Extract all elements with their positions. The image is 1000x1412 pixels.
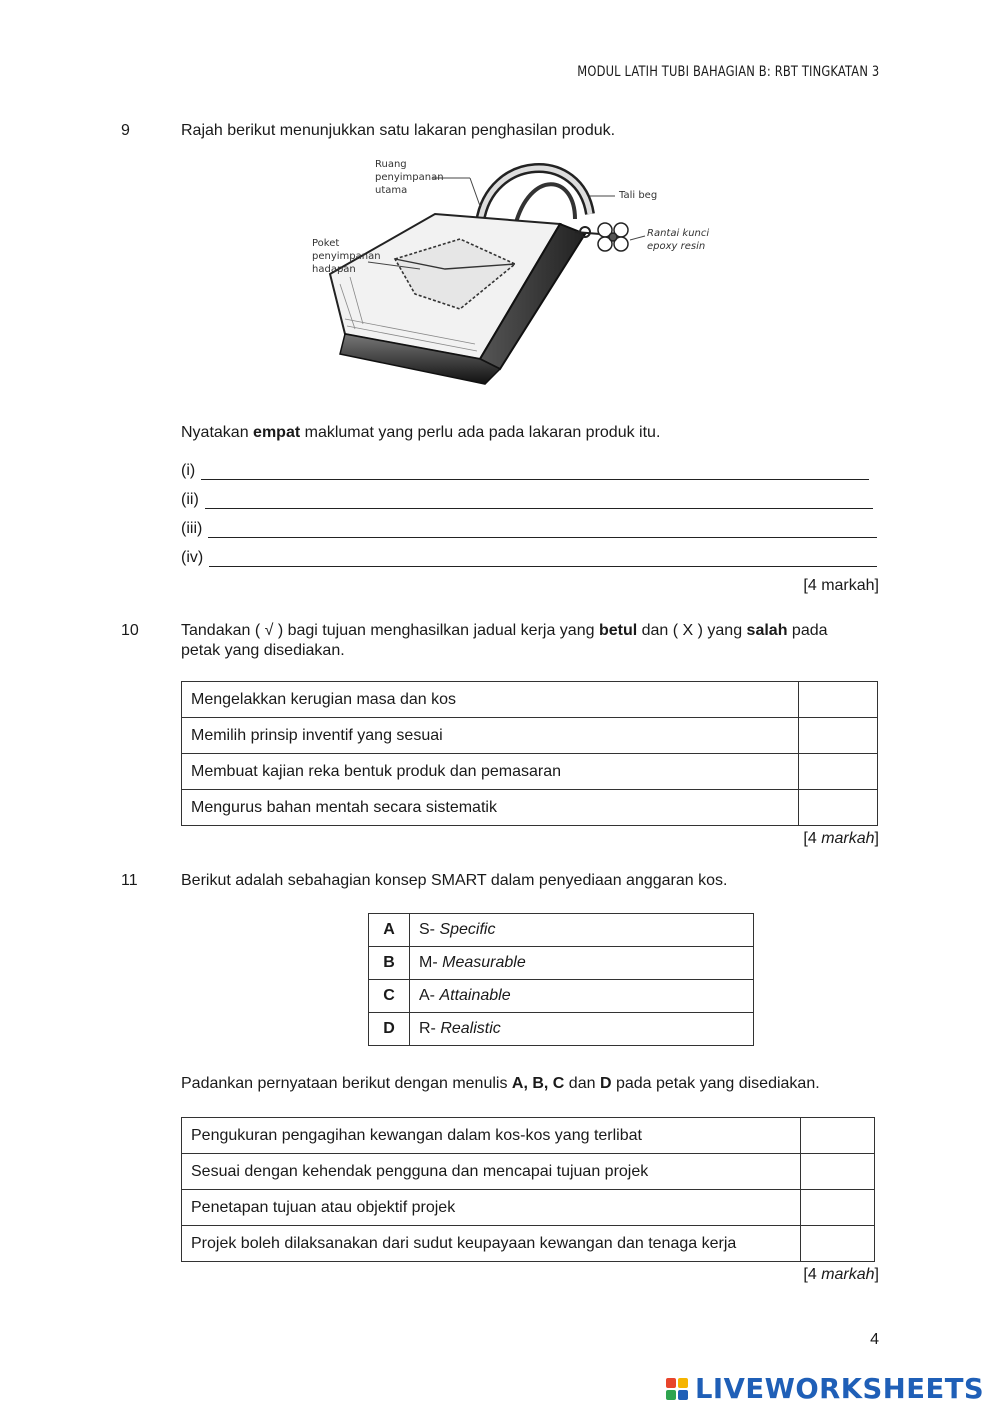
question-10-line-2: petak yang disediakan.	[181, 642, 345, 659]
logo-square-green	[666, 1390, 676, 1400]
label-poket-penyimpanan	[312, 237, 381, 276]
instruction-emphasis: empat	[253, 424, 301, 441]
answer-rule[interactable]	[209, 552, 877, 567]
smart-term: Realistic	[440, 1020, 501, 1037]
q10-text-part: dan ( X ) yang	[637, 622, 747, 639]
table-row	[182, 790, 878, 826]
q10-bold-salah: salah	[746, 622, 788, 639]
table-row	[369, 1013, 754, 1046]
question-9-instruction	[181, 423, 660, 443]
marks-close: ]	[874, 1266, 879, 1283]
logo-square-red	[666, 1378, 676, 1388]
question-11-intro: Berikut adalah sebahagian konsep SMART dalam penyediaan anggaran kos.	[181, 872, 728, 889]
page-header-title: MODUL LATIH TUBI BAHAGIAN B: RBT TINGKATAN 3	[576, 64, 879, 80]
smart-prefix: M-	[419, 954, 443, 971]
answer-box[interactable]	[799, 718, 878, 754]
answer-box[interactable]	[799, 754, 878, 790]
question-9-marks: [4 markah]	[803, 577, 879, 594]
question-11-marks	[803, 1266, 879, 1284]
label-rantai-kunci	[647, 227, 709, 253]
question-10-number: 10	[121, 622, 139, 639]
table-cell-statement: Projek boleh dilaksanakan dari sudut keupayaan kewangan dan tenaga kerja	[182, 1226, 801, 1262]
question-11-instruction	[181, 1074, 820, 1094]
label-poket-line-3: hadapan	[312, 264, 356, 275]
smart-prefix: S-	[419, 921, 440, 938]
q11-text-part: pada petak yang disediakan.	[611, 1075, 820, 1092]
q11-bold-abc: A, B, C	[511, 1075, 565, 1092]
answer-rule[interactable]	[205, 494, 873, 509]
bag-sketch-figure	[285, 144, 715, 419]
liveworksheets-logo[interactable]	[666, 1372, 987, 1405]
label-ruang-line-2: penyimpanan	[375, 172, 444, 183]
logo-square-blue	[678, 1390, 688, 1400]
question-11-number: 11	[121, 872, 138, 889]
smart-term: Attainable	[439, 987, 511, 1004]
label-ruang-line-3: utama	[375, 185, 408, 196]
marks-close: ]	[874, 830, 879, 847]
instruction-text-end: maklumat yang perlu ada pada lakaran produk itu.	[300, 424, 661, 441]
smart-concept-table	[368, 913, 754, 1046]
smart-term-cell	[410, 1013, 754, 1046]
table-cell-statement: Membuat kajian reka bentuk produk dan pemasaran	[182, 754, 799, 790]
answer-label: (i)	[181, 462, 196, 479]
table-row	[182, 754, 878, 790]
label-rantai-line-2: epoxy resin	[647, 241, 706, 252]
table-cell-statement: Penetapan tujuan atau objektif projek	[182, 1190, 801, 1226]
answer-line-i[interactable]	[181, 462, 869, 480]
marks-open: [4	[803, 1266, 822, 1283]
table-row	[182, 718, 878, 754]
smart-term-cell	[410, 914, 754, 947]
answer-box[interactable]	[801, 1154, 875, 1190]
table-row	[182, 1190, 875, 1226]
instruction-text: Nyatakan	[181, 424, 254, 441]
table-cell-statement: Sesuai dengan kehendak pengguna dan mencapai tujuan projek	[182, 1154, 801, 1190]
label-rantai-line-1: Rantai kunci	[647, 228, 710, 239]
liveworksheets-wordmark: LIVEWORKSHEETS	[694, 1372, 985, 1405]
table-cell-statement: Memilih prinsip inventif yang sesuai	[182, 718, 799, 754]
smart-term: Specific	[439, 921, 496, 938]
question-10-table	[181, 681, 878, 826]
smart-term: Measurable	[442, 954, 526, 971]
label-poket-line-1: Poket	[312, 238, 340, 249]
q10-text-part: Tandakan ( √ ) bagi tujuan menghasilkan jadual kerja yang	[181, 622, 599, 639]
label-poket-line-2: penyimpanan	[312, 251, 381, 262]
q11-bold-d: D	[599, 1075, 612, 1092]
table-row	[182, 682, 878, 718]
answer-line-ii[interactable]	[181, 491, 873, 509]
smart-prefix: A-	[419, 987, 440, 1004]
page-number: 4	[870, 1331, 879, 1348]
label-tali-beg: Tali beg	[619, 190, 658, 201]
answer-line-iii[interactable]	[181, 520, 877, 538]
answer-label: (iii)	[181, 520, 203, 537]
table-row	[369, 914, 754, 947]
label-ruang-penyimpanan	[375, 158, 444, 197]
marks-open: [4	[803, 830, 822, 847]
answer-label: (ii)	[181, 491, 199, 508]
table-row	[182, 1226, 875, 1262]
question-9-intro: Rajah berikut menunjukkan satu lakaran penghasilan produk.	[181, 122, 616, 139]
q10-bold-betul: betul	[598, 622, 638, 639]
table-cell-statement: Pengukuran pengagihan kewangan dalam kos-kos yang terlibat	[182, 1118, 801, 1154]
smart-key: A	[369, 914, 410, 947]
smart-key: B	[369, 947, 410, 980]
smart-term-cell	[410, 980, 754, 1013]
table-row	[369, 947, 754, 980]
answer-box[interactable]	[799, 790, 878, 826]
answer-rule[interactable]	[201, 465, 869, 480]
answer-line-iv[interactable]	[181, 549, 877, 567]
answer-box[interactable]	[801, 1190, 875, 1226]
smart-prefix: R-	[419, 1020, 441, 1037]
q11-text-part: dan	[564, 1075, 600, 1092]
smart-key: C	[369, 980, 410, 1013]
table-row	[182, 1118, 875, 1154]
answer-box[interactable]	[801, 1226, 875, 1262]
answer-box[interactable]	[799, 682, 878, 718]
marks-word: markah	[821, 1266, 875, 1283]
question-10-line-1	[181, 621, 881, 641]
label-ruang-line-1: Ruang	[375, 159, 407, 170]
question-9-number: 9	[121, 122, 130, 139]
answer-box[interactable]	[801, 1118, 875, 1154]
smart-term-cell	[410, 947, 754, 980]
logo-square-yellow	[678, 1378, 688, 1388]
q10-text-part: pada	[787, 622, 828, 639]
smart-key: D	[369, 1013, 410, 1046]
q11-text-part: Padankan pernyataan berikut dengan menulis	[181, 1075, 512, 1092]
answer-label: (iv)	[181, 549, 204, 566]
question-11-match-table	[181, 1117, 875, 1262]
answer-rule[interactable]	[208, 523, 877, 538]
bag-sketch-drawing	[285, 144, 715, 419]
table-row	[369, 980, 754, 1013]
table-cell-statement: Mengurus bahan mentah secara sistematik	[182, 790, 799, 826]
liveworksheets-logo-icon	[666, 1378, 688, 1400]
table-row	[182, 1154, 875, 1190]
question-10-text	[181, 621, 881, 661]
table-cell-statement: Mengelakkan kerugian masa dan kos	[182, 682, 799, 718]
question-10-marks	[803, 830, 879, 848]
marks-word: markah	[821, 830, 875, 847]
